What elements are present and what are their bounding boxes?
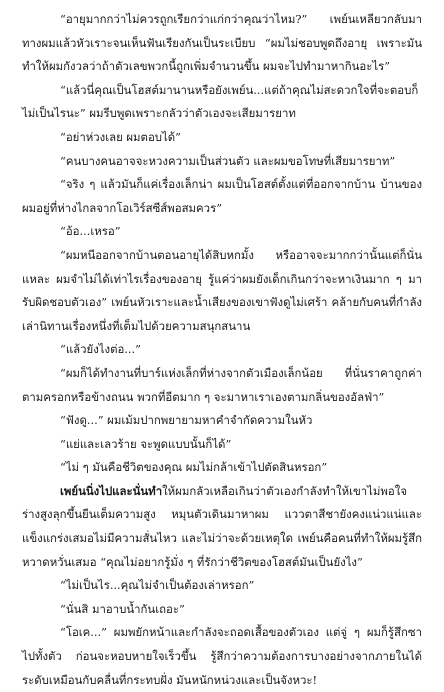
paragraph xyxy=(22,480,422,574)
paragraph: “คนบางคนอาจจะหวงความเป็นส่วนตัว และผมขอโทษที่เสียมารยาท” xyxy=(60,153,396,168)
paragraph: “แล้วยังไงต่อ...” xyxy=(60,342,141,357)
paragraph: “ไม่ ๆ มันคือชีวิตของคุณ ผมไม่กล้าเข้าไปตัดสินหรอก” xyxy=(60,460,328,475)
paragraph: “แล้วนี่คุณเป็นโฮสต์มานานหรือยังเพย์น...แต่ถ้าคุณไม่สะดวกใจที่จะตอบก็ไม่เป็นไรนะ” ผมรีบพูดเพราะกลัวว่าตัวเองจะเสียมารยาท xyxy=(22,82,419,121)
paragraph: “จริง ๆ แล้วมันก็แค่เรื่องเล็กน่า ผมเป็นโฮสต์ตั้งแต่ที่ออกจากบ้าน บ้านของผมอยู่ที่ห่างไกลจากโอเวิร์สซีส์พอสมควร” xyxy=(22,177,422,215)
paragraph: “ผมก็ได้ทำงานที่บาร์แห่งเล็กที่ห่างจากตัวเมืองเล็กน้อย ที่นั่นราคาถูกค่าตามครอกหรือข้างถนน พวกที่อีตมาก ๆ จะมาหาเราเองตามกลิ่นของอัลฟ่า” xyxy=(22,365,422,404)
paragraph: “อย่าห่วงเลย ผมตอบได้” xyxy=(60,129,181,144)
paragraph: “ฟังดู...” ผมเม้มปากพยายามหาคำจำกัดความในหัว xyxy=(60,413,313,428)
paragraph: “แย่และเลวร้าย จะพูดแบบนั้นก็ได้” xyxy=(60,436,232,451)
paragraph: “ผมหนีออกจากบ้านตอนอายุได้สิบหกมั้ง หรืออาจจะมากกว่านั้นแต่ก็นั่นแหละ ผมจำไม่ได้เท่าไรเรื่องของอายุ รู้แค่ว่าผมยังเด็กเกินกว่าจะหาเงินมาก ๆ มารับผิดชอบตัวเอง” เพย์นหัวเราะและน้ำเสียงของเขาฟังดูไม่เศร้า คล้ายกับคนที่กำลังเล่านิทานเรื่องหนึ่งที่เต็มไปด้วยความสนุกสนาน xyxy=(22,247,422,333)
paragraph: “อายุมากกว่าไม่ควรถูกเรียกว่าแก่กว่าคุณว่าไหม?” เพย์นเหลียวกลับมาทางผมแล้วหัวเราะจนเห็นฟันเรียงกันเป็นระเบียบ “ผมไม่ชอบพูดถึงอายุ เพราะมันทำให้ผมกังวลว่าถ้าตัวเลขพวกนี้ถูกเพิ่มจำนวนขึ้น ผมจะไปทำมาหากินอะไร” xyxy=(22,12,422,74)
paragraph: “โอเค...” ผมพยักหน้าและกำลังจะถอดเสื้อของตัวเอง แต่จู่ ๆ ผมก็รู้สึกซาไปทั้งตัว ก่อนจะหอบหายใจเร็วขึ้น รู้สึกว่าความต้องการบางอย่างจากภายในได้ระดับเหมือนกับคลื่นที่กระทบฝั่ง มันหนักหน่วงและเป็นจังหวะ! xyxy=(22,625,422,687)
bold-run: เพย์นนิ่งไปและนั่นทำ xyxy=(60,483,163,498)
paragraph: “ไม่เป็นไร...คุณไม่จำเป็นต้องเล่าหรอก” xyxy=(60,578,255,593)
paragraph: “นั่นสิ มาอาบน้ำกันเถอะ” xyxy=(60,601,185,616)
paragraph-text: ให้ผมกลัวเหลือเกินว่าตัวเองกำลังทำให้เขาไม่พอใจ ร่างสูงลุกขึ้นยืนเต็มความสูง หมุนตัวเดินมาหาผม แววตาสีชายังคงแน่วแน่และแข็งแกร่งเสมอไม่มีความสั่นไหว และไม่ว่าจะด้วยเหตุใด เพย์นคือคนที่ทำให้ผมรู้สึกหวาดหวั่นเสมอ “คุณไม่อยากรู้มั่ง ๆ ที่รักว่าชีวิตของโฮสต์มันเป็นยังไง” xyxy=(22,483,422,569)
paragraph: “อ้อ...เหรอ” xyxy=(60,224,121,239)
